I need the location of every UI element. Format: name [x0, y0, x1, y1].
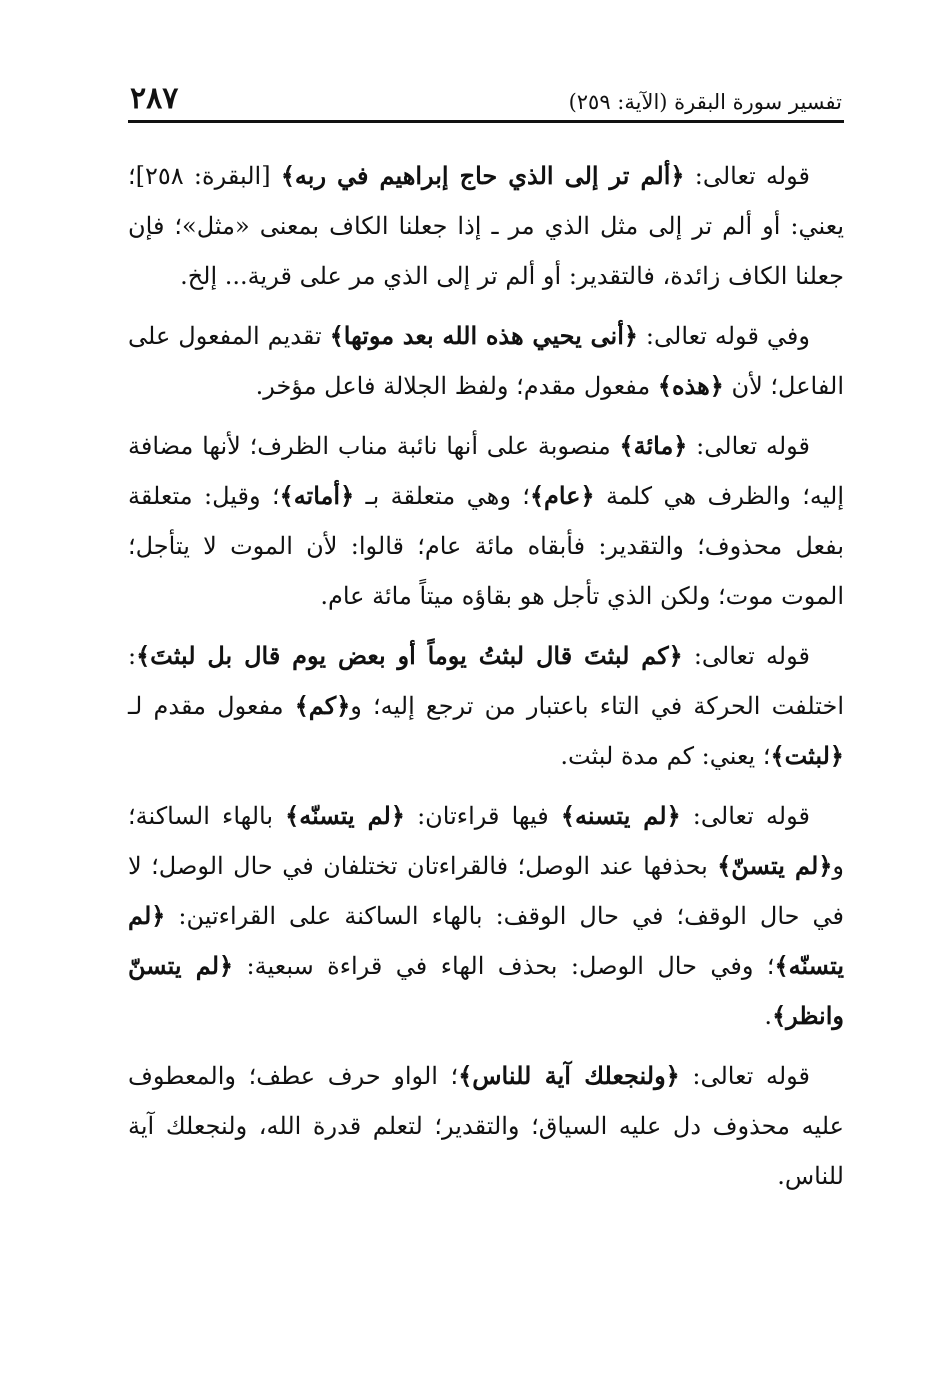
- text-run: بحذفها عند الوصل؛ فالقراءتان تختلفان في حال الوصل؛ لا في حال الوقف؛ في حال الوقف: بالهاء الساكنة على القراءتين:: [128, 852, 844, 930]
- quran-quote: ﴿أنى يحيي هذه الله بعد موتها﴾: [329, 321, 638, 350]
- quran-quote: ﴿أماته﴾: [279, 481, 355, 510]
- paragraph-1: [128, 151, 844, 301]
- text-run: ؛ وهي متعلقة بـ: [354, 482, 530, 510]
- text-run: : اختلفت الحركة في التاء باعتبار من ترجع إليه؛ و: [128, 642, 845, 720]
- quran-quote: ﴿ولنجعلك آية للناس﴾: [458, 1061, 680, 1090]
- paragraph-3: [128, 421, 844, 621]
- paragraph-2: [128, 311, 844, 411]
- text-run: ؛ الواو حرف عطف؛ والمعطوف عليه محذوف دل عليه السياق؛ والتقدير؛ لتعلم قدرة الله، ولنجعلك آية للناس.: [128, 1062, 844, 1190]
- paragraph-6: [128, 1051, 844, 1201]
- quran-quote: ﴿هذه﴾: [657, 371, 724, 400]
- paragraph-4: [128, 631, 844, 781]
- running-title: تفسير سورة البقرة (الآية: ٢٥٩): [568, 90, 842, 114]
- quran-quote: ﴿مائة﴾: [619, 431, 688, 460]
- text-run: .: [764, 1002, 773, 1030]
- quran-quote: ﴿كم﴾: [294, 691, 351, 720]
- text-run: مفعول مقدم؛ ولفظ الجلالة فاعل مؤخر.: [255, 372, 658, 400]
- text-run: منصوبة على أنها نائبة مناب الظرف؛ لأنها مضافة إليه؛ والظرف هي كلمة: [128, 432, 845, 510]
- text-run: تقديم المفعول على الفاعل؛ لأن: [128, 322, 844, 400]
- text-run: وفي قوله تعالى:: [637, 322, 810, 350]
- text-run: قوله تعالى:: [679, 1062, 811, 1090]
- text-run: ؛ وفي حال الوصل: بحذف الهاء في قراءة سبعية:: [233, 952, 775, 980]
- text-run: فيها قراءتان:: [404, 802, 561, 830]
- text-run: قوله تعالى:: [684, 162, 811, 190]
- quran-quote: ﴿لم يتسنّه﴾: [128, 901, 845, 980]
- page-header: [128, 72, 844, 123]
- text-run: ؛ يعني: كم مدة لبثت.: [560, 742, 771, 770]
- quran-quote: ﴿عام﴾: [529, 481, 595, 510]
- body-text: [128, 151, 844, 1201]
- quran-quote: ﴿لم يتسنّ وانظر﴾: [128, 951, 844, 1030]
- text-run: ؛ وقيل: متعلقة بفعل محذوف؛ والتقدير: فأبقاه مائة عام؛ قالوا: لأن الموت لا يتأجل؛ الموت موت؛ ولكن الذي تأجل هو بقاؤه ميتاً مائة عام.: [128, 482, 844, 610]
- quran-quote: ﴿لم يتسنه﴾: [560, 801, 681, 830]
- text-run: قوله تعالى:: [682, 642, 810, 670]
- quran-quote: ﴿ألم تر إلى الذي حاج إبراهيم في ربه﴾: [280, 161, 685, 190]
- text-run: قوله تعالى:: [680, 802, 810, 830]
- text-run: [البقرة: ٢٥٨]؛ يعني: أو ألم تر إلى مثل الذي مر ـ إذا جعلنا الكاف بمعنى «مثل»؛ فإن جعلنا الكاف زائدة، فالتقدير: أو ألم تر إلى الذي مر على قرية... إلخ.: [128, 162, 844, 290]
- quran-quote: ﴿كم لبثتَ قال لبثتُ يوماً أو بعض يوم قال بل لبثتَ﴾: [136, 641, 683, 670]
- quran-quote: ﴿لم يتسنّه﴾: [285, 801, 405, 830]
- text-run: مفعول مقدم لـ: [128, 692, 295, 720]
- quran-quote: ﴿لم يتسنّ﴾: [717, 851, 833, 880]
- page-number: ٢٨٧: [130, 81, 179, 116]
- paragraph-5: [128, 791, 844, 1041]
- text-run: بالهاء الساكنة؛ و: [128, 802, 844, 880]
- page: [128, 72, 844, 1211]
- quran-quote: ﴿لبثت﴾: [770, 741, 844, 770]
- text-run: قوله تعالى:: [687, 432, 810, 460]
